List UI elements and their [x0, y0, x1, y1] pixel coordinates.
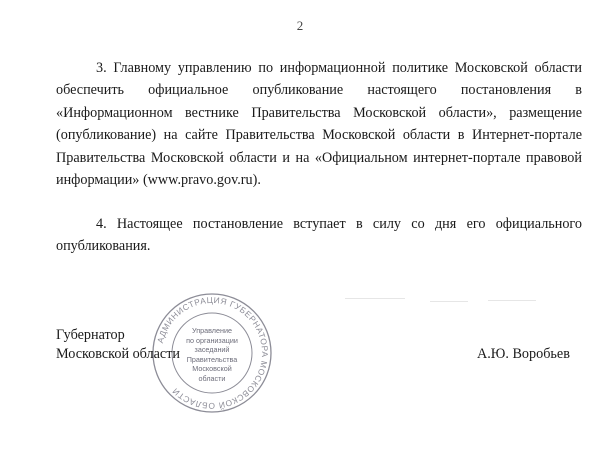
scan-artifact — [488, 300, 536, 301]
page-number: 2 — [296, 18, 304, 33]
seal-ring-text: АДМИНИСТРАЦИЯ ГУБЕРНАТОРА МОСКОВСКОЙ ОБЛАСТИ — [155, 294, 271, 412]
signatory-title-line: Губернатор — [56, 327, 125, 343]
scan-artifact — [430, 301, 468, 302]
seal-center-line: области — [198, 373, 226, 383]
paragraph-item-3: 3. Главному управлению по информационной политике Московской области обеспечить официальное опубликование настоящего постановления в «Информационном вестнике Правительства Московской области», размещение (опубликование) на сайте Правительства Московской области в Интернет-портале Правительства Московской области и на «Официальном интернет-портале правовой информации» (www.pravo.gov.ru). — [56, 60, 582, 189]
seal-center-line: заседаний — [194, 345, 230, 355]
signatory-title — [56, 326, 180, 364]
signatory-title-line: Московской области — [56, 346, 181, 362]
scan-artifact — [345, 298, 405, 299]
seal-center-text — [181, 326, 243, 384]
seal-center-line: по организации — [186, 335, 238, 345]
seal-center-line: Управление — [192, 326, 232, 335]
paragraph-item-4: 4. Настоящее постановление вступает в силу со дня его официального опубликования. — [56, 216, 582, 255]
signatory-name: А.Ю. Воробьев — [477, 346, 570, 362]
seal-center-line: Московской — [192, 364, 232, 374]
seal-center-line: Правительства — [186, 354, 238, 364]
